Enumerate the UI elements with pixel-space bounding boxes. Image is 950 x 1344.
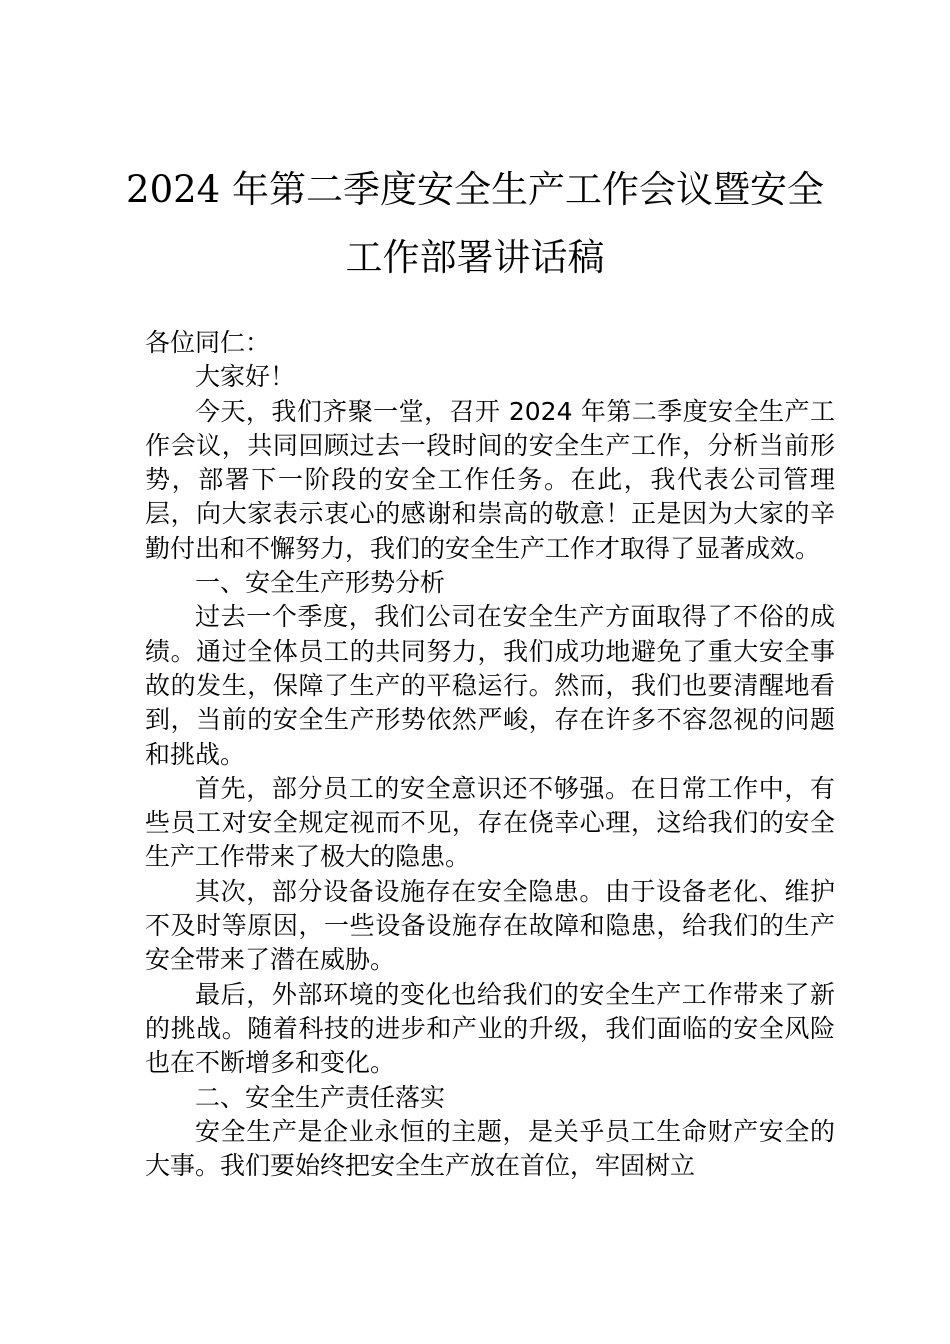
intro-paragraph: 今天，我们齐聚一堂，召开 2024 年第二季度安全生产工作会议，共同回顾过去一段时间的安全生产工作，分析当前形势，部署下一阶段的安全工作任务。在此，我代表公司管理层，向大家表示衷心的感谢和崇高的敬意！正是因为大家的辛勤付出和不懈努力，我们的安全生产工作才取得了显著成效。 [145,396,835,563]
first-issue-paragraph: 首先，部分员工的安全意识还不够强。在日常工作中，有些员工对安全规定视而不见，存在侥幸心理，这给我们的安全生产工作带来了极大的隐患。 [145,773,835,872]
document-title-line-2: 工作部署讲话稿 [345,236,605,279]
document-body [145,326,835,1183]
section-heading-1: 一、安全生产形势分析 [195,568,446,598]
document-title-line-1: 2024 年第二季度安全生产工作会议暨安全 [126,168,824,211]
responsibility-paragraph: 安全生产是企业永恒的主题，是关乎员工生命财产安全的大事。我们要始终把安全生产放在首位，牢固树立 [145,1116,835,1181]
salutation: 各位同仁： [145,328,271,357]
second-issue-paragraph: 其次，部分设备设施存在安全隐患。由于设备老化、维护不及时等原因，一些设备设施存在故障和隐患，给我们的生产安全带来了潜在威胁。 [145,876,835,975]
situation-paragraph: 过去一个季度，我们公司在安全生产方面取得了不俗的成绩。通过全体员工的共同努力，我们成功地避免了重大安全事故的发生，保障了生产的平稳运行。然而，我们也要清醒地看到，当前的安全生产形势依然严峻，存在许多不容忽视的问题和挑战。 [145,602,835,769]
third-issue-paragraph: 最后，外部环境的变化也给我们的安全生产工作带来了新的挑战。随着科技的进步和产业的升级，我们面临的安全风险也在不断增多和变化。 [145,979,835,1078]
section-heading-2: 二、安全生产责任落实 [195,1082,446,1112]
greeting-paragraph: 大家好！ [195,362,296,392]
